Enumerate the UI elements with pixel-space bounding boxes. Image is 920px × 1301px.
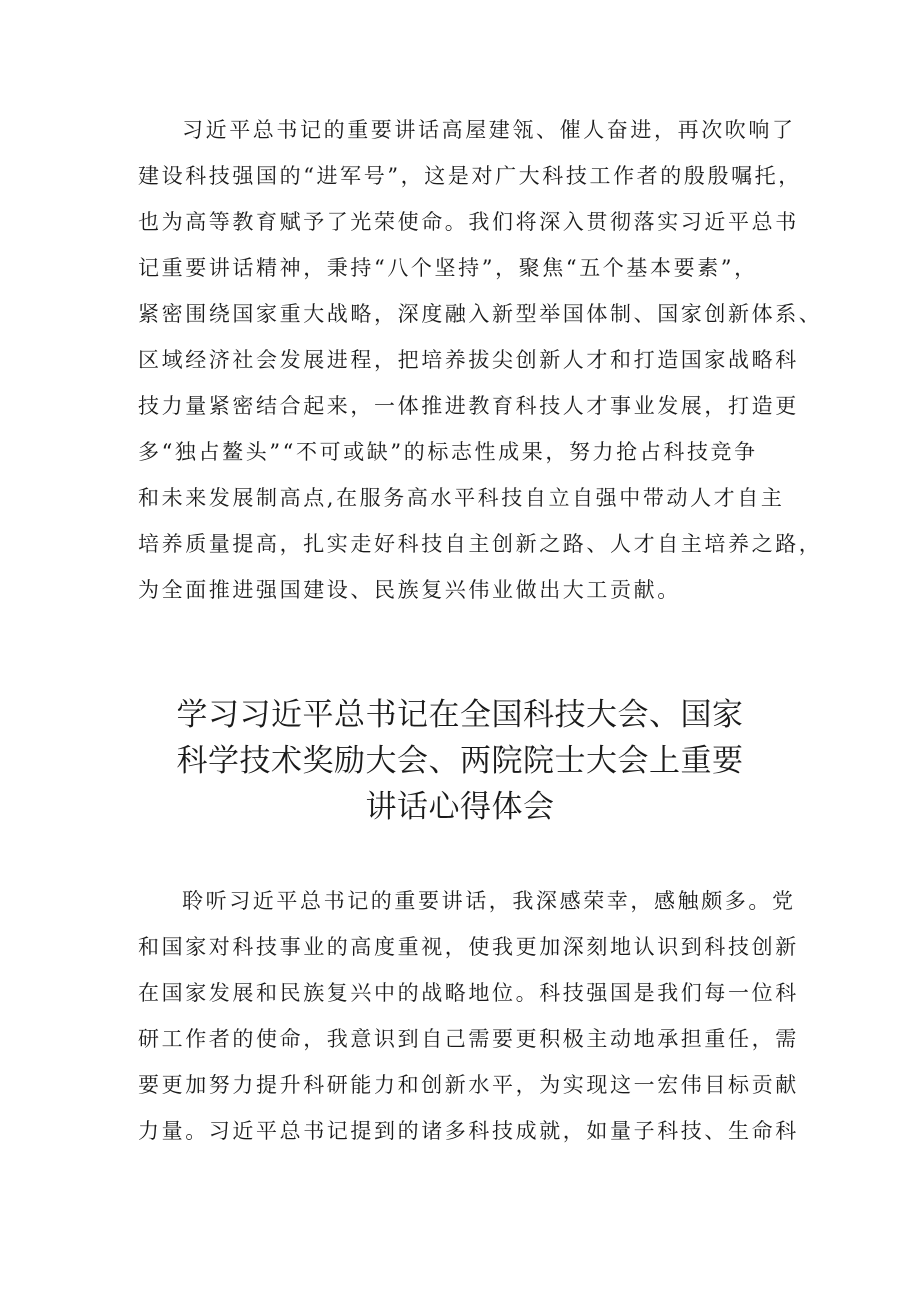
paragraph-line: 要更加努力提升科研能力和创新水平，为实现这一宏伟目标贡献 [138, 1073, 799, 1097]
section-title-line: 讲话心得体会 [365, 789, 555, 825]
paragraph-speech-spirit [138, 107, 823, 613]
paragraph-line: 也为高等教育赋予了光荣使命。我们将深入贯彻落实习近平总书 [138, 210, 799, 234]
paragraph-line: 和未来发展制高点,在服务高水平科技自立自强中带动人才自主 [138, 486, 785, 510]
paragraph-line: 区域经济社会发展进程，把培养拔尖创新人才和打造国家战略科 [138, 348, 799, 372]
section-title-line: 学习习近平总书记在全国科技大会、国家 [176, 697, 744, 733]
paragraph-reflection [138, 878, 798, 1154]
paragraph-line: 聆听习近平总书记的重要讲话，我深感荣幸，感触颇多。党 [182, 889, 796, 913]
paragraph-line: 研工作者的使命，我意识到自己需要更积极主动地承担重任，需 [138, 1027, 799, 1051]
paragraph-line: 习近平总书记的重要讲话高屋建瓴、催人奋进，再次吹响了 [182, 118, 796, 142]
paragraph-line: 紧密围绕国家重大战略，深度融入新型举国体制、国家创新体系、 [138, 302, 823, 326]
paragraph-line: 在国家发展和民族复兴中的战略地位。科技强国是我们每一位科 [138, 981, 799, 1005]
paragraph-line: 记重要讲话精神，秉持“八个坚持”，聚焦“五个基本要素”， [138, 256, 758, 280]
section-title-line: 科学技术奖励大会、两院院士大会上重要 [176, 743, 744, 779]
paragraph-line: 多“独占鳌头”“不可或缺”的标志性成果，努力抢占科技竞争 [138, 440, 758, 464]
paragraph-line: 力量。习近平总书记提到的诸多科技成就，如量子科技、生命科 [138, 1119, 799, 1143]
paragraph-line: 技力量紧密结合起来，一体推进教育科技人才事业发展，打造更 [138, 394, 799, 418]
paragraph-line: 建设科技强国的“进军号”，这是对广大科技工作者的殷殷嘱托， [138, 164, 802, 188]
paragraph-line: 培养质量提高，扎实走好科技自主创新之路、人才自主培养之路， [138, 532, 823, 556]
paragraph-line: 为全面推进强国建设、民族复兴伟业做出大工贡献。 [138, 578, 681, 602]
paragraph-line: 和国家对科技事业的高度重视，使我更加深刻地认识到科技创新 [138, 935, 799, 959]
section-title [100, 692, 820, 830]
